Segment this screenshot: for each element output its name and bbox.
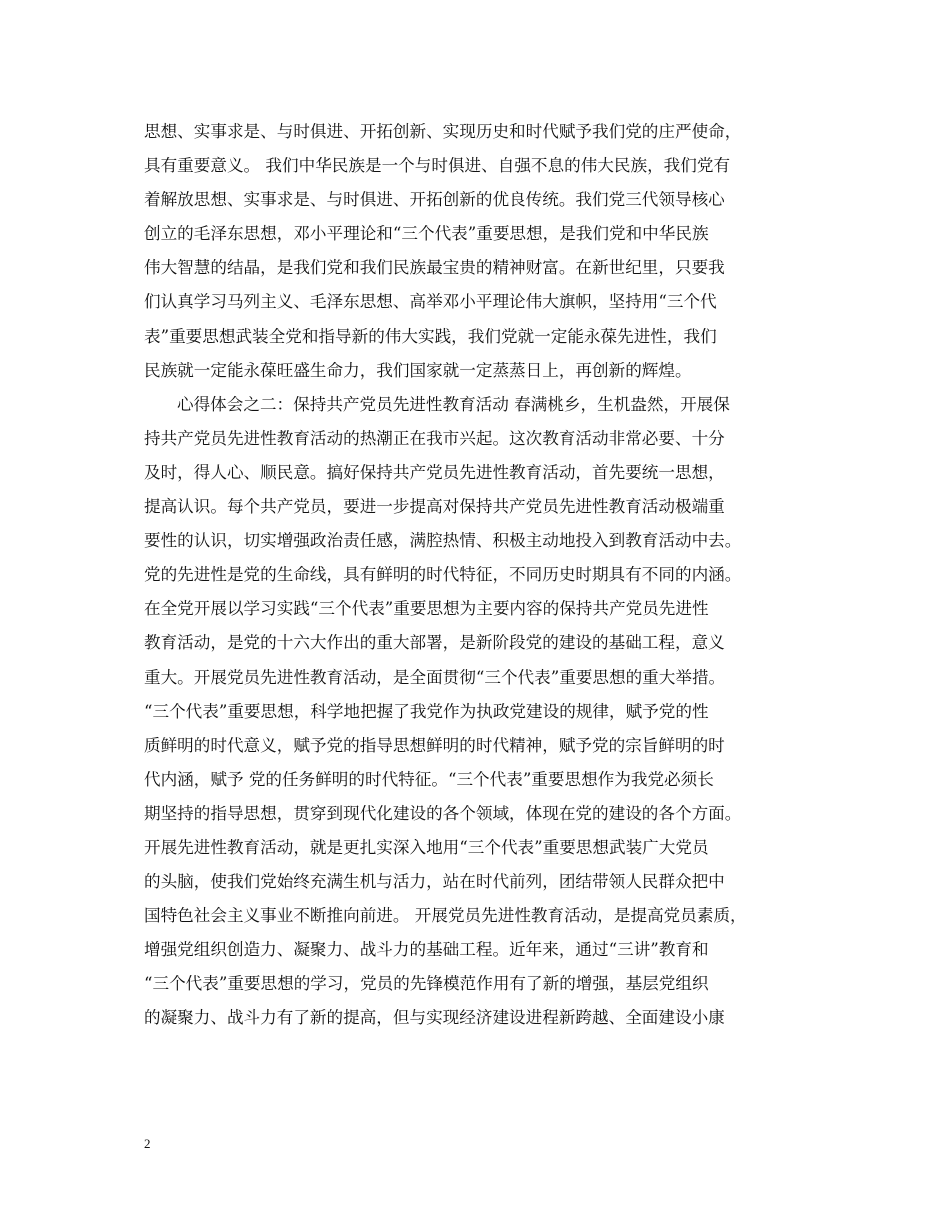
text-line: 要性的认识，切实增强政治责任感，满腔热情、积极主动地投入到教育活动中去。 — [144, 531, 742, 551]
text-line: 提高认识。每个共产党员，要进一步提高对保持共产党员先进性教育活动极端重 — [144, 497, 725, 517]
text-line: 具有重要意义。 我们中华民族是一个与时俱进、自强不息的伟大民族，我们党有 — [144, 156, 731, 176]
text-line: 开展先进性教育活动，就是更扎实深入地用“三个代表”重要思想武装广大党员 — [144, 837, 709, 857]
text-line: 表”重要思想武装全党和指导新的伟大实践，我们党就一定能永葆先进性，我们 — [144, 326, 717, 346]
body-text — [144, 115, 834, 1036]
text-line: 的头脑，使我们党始终充满生机与活力，站在时代前列，团结带领人民群众把中 — [144, 872, 725, 892]
text-line: 期坚持的指导思想，贯穿到现代化建设的各个领域，体现在党的建设的各个方面。 — [144, 803, 742, 823]
text-line: 代内涵，赋予 党的任务鲜明的时代特征。“三个代表”重要思想作为我党必须长 — [144, 769, 714, 789]
text-line: “三个代表”重要思想，科学地把握了我党作为执政党建设的规律，赋予党的性 — [144, 701, 709, 721]
text-line: 教育活动，是党的十六大作出的重大部署，是新阶段党的建设的基础工程，意义 — [144, 633, 725, 653]
text-line: 们认真学习马列主义、毛泽东思想、高举邓小平理论伟大旗帜，坚持用“三个代 — [144, 292, 717, 312]
text-line: 思想、实事求是、与时俱进、开拓创新、实现历史和时代赋予我们党的庄严使命， — [144, 122, 742, 141]
text-line: 增强党组织创造力、凝聚力、战斗力的基础工程。近年来，通过“三讲”教育和 — [144, 940, 709, 960]
text-line: “三个代表”重要思想的学习，党员的先锋模范作用有了新的增强，基层党组织 — [144, 974, 709, 994]
text-line: 党的先进性是党的生命线，具有鲜明的时代特征，不同历史时期具有不同的内涵。 — [144, 565, 742, 585]
text-line: 国特色社会主义事业不断推向前进。 开展党员先进性教育活动，是提高党员素质， — [144, 906, 747, 926]
text-line: 持共产党员先进性教育活动的热潮正在我市兴起。这次教育活动非常必要、十分 — [144, 428, 725, 448]
text-line: 心得体会之二：保持共产党员先进性教育活动 春满桃乡，生机盎然，开展保 — [177, 394, 730, 414]
text-line: 质鲜明的时代意义，赋予党的指导思想鲜明的时代精神，赋予党的宗旨鲜明的时 — [144, 735, 725, 755]
text-line: 创立的毛泽东思想，邓小平理论和“三个代表”重要思想，是我们党和中华民族 — [144, 224, 709, 244]
text-line: 的凝聚力、战斗力有了新的提高，但与实现经济建设进程新跨越、全面建设小康 — [144, 1008, 725, 1028]
text-line: 在全党开展以学习实践“三个代表”重要思想为主要内容的保持共产党员先进性 — [144, 599, 709, 619]
text-line: 及时，得人心、顺民意。搞好保持共产党员先进性教育活动，首先要统一思想， — [144, 462, 725, 482]
text-line: 着解放思想、实事求是、与时俱进、开拓创新的优良传统。我们党三代领导核心 — [144, 190, 725, 210]
text-line: 伟大智慧的结晶，是我们党和我们民族最宝贵的精神财富。在新世纪里，只要我 — [144, 258, 725, 278]
page-number: 2 — [144, 1136, 151, 1151]
text-line: 民族就一定能永葆旺盛生命力，我们国家就一定蒸蒸日上，再创新的辉煌。 — [144, 360, 692, 380]
text-line: 重大。开展党员先进性教育活动，是全面贯彻“三个代表”重要思想的重大举措。 — [144, 667, 726, 687]
